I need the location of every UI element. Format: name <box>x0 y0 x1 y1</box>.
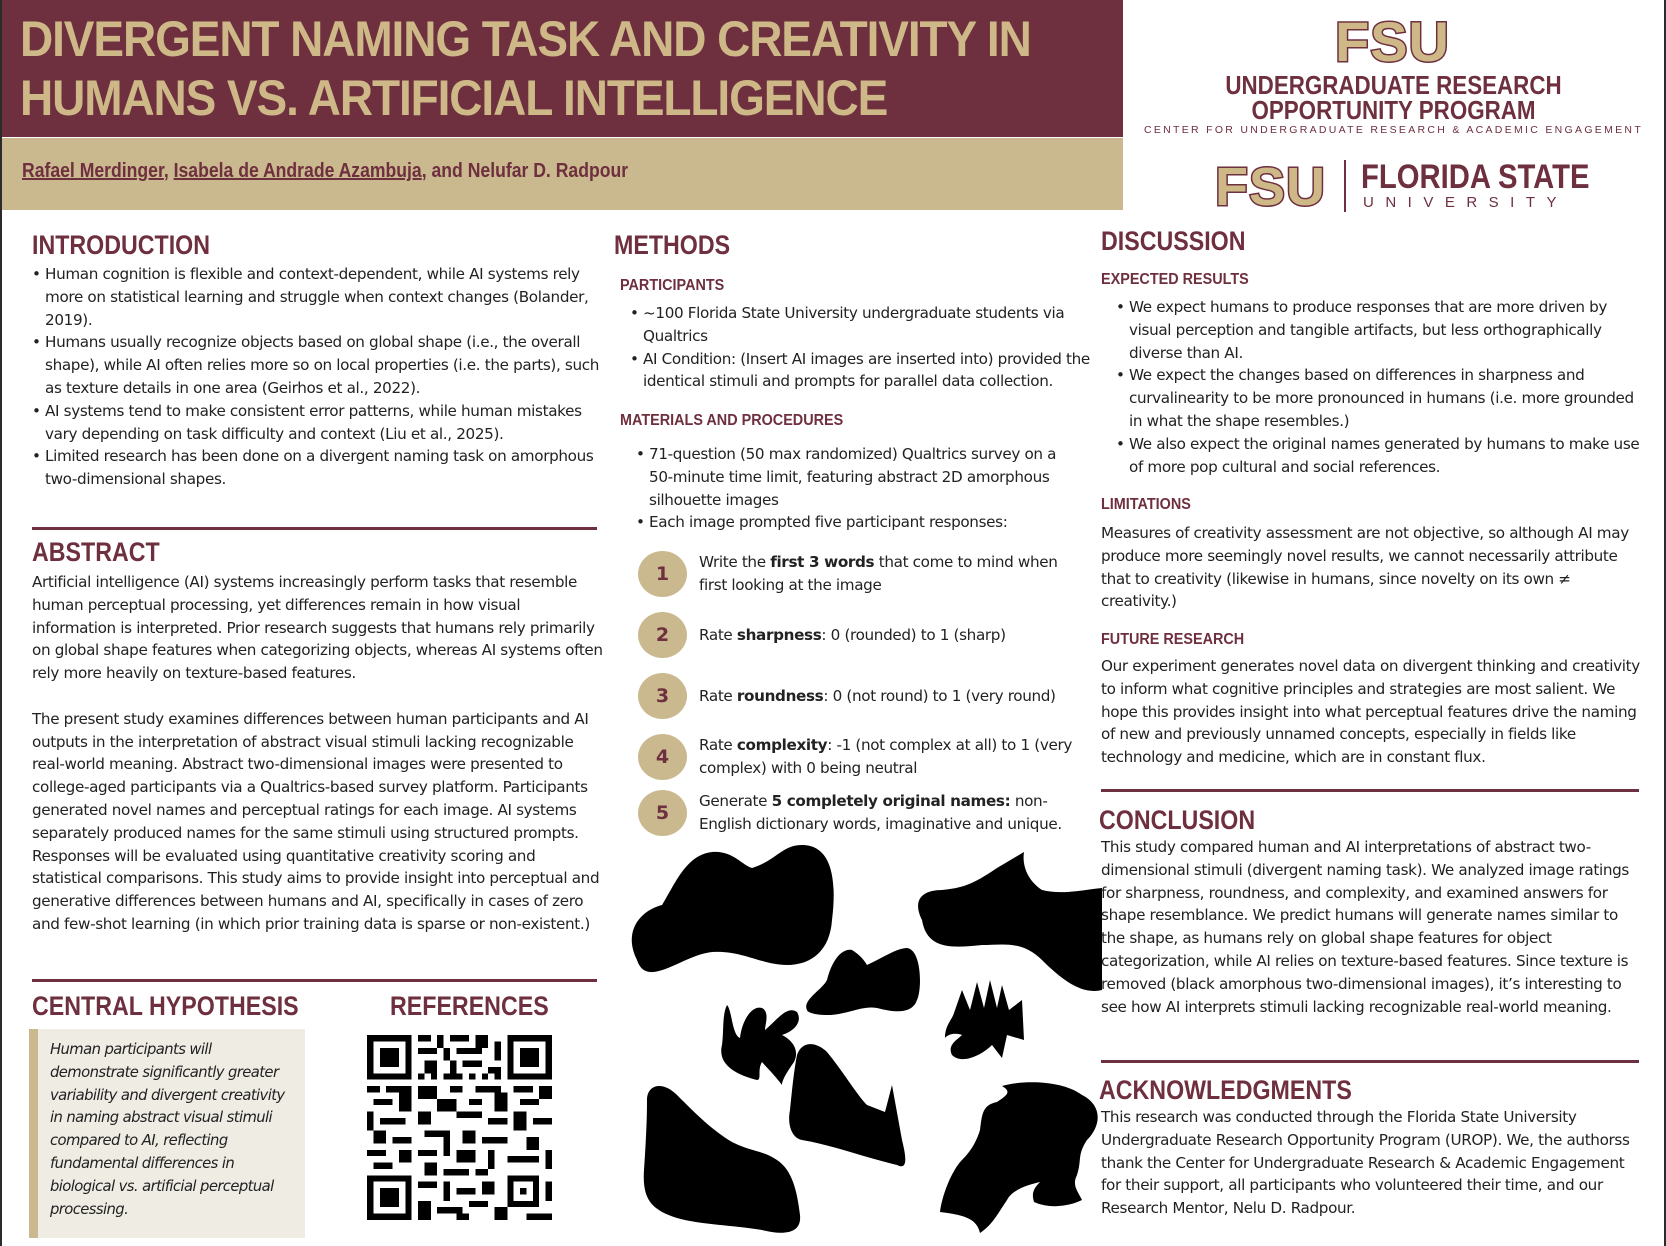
response-step <box>638 790 1068 838</box>
qr-code-icon[interactable] <box>366 1035 553 1220</box>
conclusion-text: This study compared human and AI interpretations of abstract two-dimensional stimuli (divergent naming task). We analyzed image ratings for sharpness, roundness, and complexity, and examined answers for shape resemblance. We predict humans will generate names similar to the shape, as humans rely on global shape features for object categorization, while AI relies on texture-based features. Since texture is removed (black amorphous two-dimensional images), it’s interesting to see how AI interprets stimuli lacking recognizable real-world meaning. <box>1101 838 1629 1016</box>
step-text-bold: 5 completely original names: <box>771 792 1011 810</box>
step-text-post: that come to mind when first looking at the image <box>699 553 1058 594</box>
center-name: CENTER FOR UNDERGRADUATE RESEARCH & ACADEMIC ENGAGEMENT <box>1143 124 1644 136</box>
hypothesis-heading: CENTRAL HYPOTHESIS <box>32 991 299 1021</box>
list-item: • We also expect the original names generated by humans to make use of more pop cultural and social references. <box>1116 433 1646 479</box>
list-item: • We expect the changes based on differences in sharpness and curvalinearity to be more pronounced in humans (i.e. more grounded in what the shape resembles.) <box>1116 364 1646 432</box>
abstract-heading: ABSTRACT <box>32 537 160 567</box>
expected-results-heading: EXPECTED RESULTS <box>1101 271 1249 288</box>
list-item: • 71-question (50 max randomized) Qualtrics survey on a 50-minute time limit, featuring abstract 2D amorphous silhouette images <box>636 443 1076 511</box>
abstract-paragraph: The present study examines differences between human participants and AI outputs in the interpretation of abstract visual stimuli lacking recognizable real-world meaning. Abstract two-dimensional images were presented to college-aged participants via a Qualtrics-based survey platform. Participants generated novel names and perceptual ratings for each image. AI systems separately produced names for the same stimuli using structured prompts. Responses will be evaluated using quantitative creativity scoring and statistical comparisons. This study aims to provide insight into perceptual and generative differences between humans and AI, specifically in cases of zero and few-shot learning (in which prior training data is sparse or non-existent.) <box>32 709 600 933</box>
list-item: • Humans usually recognize objects based on global shape (i.e., the overall shape), while AI often relies more so on local properties (i.e. the parts), such as texture details in one area (Geirhos et al., 2022). <box>32 331 602 399</box>
author-link[interactable]: Rafael Merdinger <box>22 160 164 182</box>
list-item: • Human cognition is flexible and context-dependent, while AI systems rely more on statistical learning and struggle when context changes (Bolander, 2019). <box>32 263 602 331</box>
step-text-bold: complexity <box>736 736 828 754</box>
list-item: • We expect humans to produce responses that are more driven by visual perception and tangible artifacts, but less orthographically diverse than AI. <box>1116 296 1646 364</box>
author-link[interactable]: Isabela de Andrade Azambuja <box>173 160 422 182</box>
florida-state-wordmark: FLORIDA STATE <box>1361 158 1590 196</box>
hypothesis-text: Human participants will demonstrate significantly greater variability and divergent creativity in naming abstract visual stimuli compared to AI, reflecting fundamental differences in biological vs. artificial perceptual processing. <box>50 1041 285 1218</box>
methods-heading: METHODS <box>614 230 731 260</box>
list-item: • ~100 Florida State University undergraduate students via Qualtrics <box>630 302 1110 348</box>
stimuli-silhouettes-image <box>602 840 1102 1240</box>
step-text-post: non-English dictionary words, imaginative and unique. <box>699 792 1062 833</box>
section-divider <box>32 979 597 982</box>
author-list <box>22 160 628 183</box>
response-step <box>638 734 1072 782</box>
references-heading: REFERENCES <box>390 991 549 1021</box>
acknowledgments-text: This research was conducted through the Florida State University Undergraduate Research Opportunity Program (UROP). We, the authorss thank the Center for Undergraduate Research & Academic Engagement for their support, all participants who volunteered their time, and our Research Mentor, Nelu D. Radpour. <box>1101 1108 1630 1218</box>
step-text <box>699 551 1079 597</box>
list-item: • AI systems tend to make consistent error patterns, while human mistakes vary depending on task difficulty and context (Liu et al., 2025). <box>32 400 602 446</box>
step-text-pre: Rate <box>699 687 737 705</box>
abstract-paragraph: Artificial intelligence (AI) systems increasingly perform tasks that resemble human perceptual processing, yet differences remain in how visual information is interpreted. Prior research suggests that humans rely primarily on global shape features when categorizing objects, whereas AI systems often rely more heavily on texture-based features. <box>32 573 603 683</box>
step-text-pre: Generate <box>699 792 772 810</box>
urop-title-line-1: UNDERGRADUATE RESEARCH <box>1225 70 1562 100</box>
response-step <box>638 673 1068 721</box>
expected-results-list <box>1116 296 1646 478</box>
participants-list <box>630 302 1110 393</box>
step-text-pre: Write the <box>699 553 771 571</box>
step-text-bold: first 3 words <box>770 553 875 571</box>
step-number-badge: 4 <box>638 734 687 780</box>
poster <box>2 0 1664 1246</box>
author-separator: , <box>163 160 174 182</box>
fsu-logo-icon: FSU <box>1215 157 1326 217</box>
title-band <box>2 0 1123 137</box>
abstract-body <box>32 571 607 936</box>
step-number-badge: 2 <box>638 612 687 658</box>
step-text <box>699 624 1079 647</box>
logo-divider <box>1344 160 1346 212</box>
logo-area <box>1123 0 1664 217</box>
hypothesis-callout <box>29 1029 305 1238</box>
step-text-pre: Rate <box>699 736 737 754</box>
introduction-list <box>32 263 602 491</box>
step-number-badge: 5 <box>638 790 687 836</box>
poster-title <box>20 10 1032 128</box>
acknowledgments-heading: ACKNOWLEDGMENTS <box>1099 1075 1352 1105</box>
limitations-text: Measures of creativity assessment are not objective, so although AI may produce more seemingly novel results, we cannot necessarily attribute that to creativity (likewise in humans, since novelty on its own ≠ creativity.) <box>1101 524 1629 611</box>
author-name: Nelufar D. Radpour <box>467 160 629 182</box>
list-item: • Limited research has been done on a divergent naming task on amorphous two-dimensional shapes. <box>32 445 602 491</box>
discussion-heading: DISCUSSION <box>1101 226 1246 256</box>
step-text-post: : -1 (not complex at all) to 1 (very complex) with 0 being neutral <box>699 736 1072 777</box>
step-text-post: : 0 (rounded) to 1 (sharp) <box>821 626 1006 644</box>
section-divider <box>1101 789 1639 792</box>
title-line-2: HUMANS VS. ARTIFICIAL INTELLIGENCE <box>20 70 888 126</box>
list-item: • Each image prompted five participant responses: <box>636 511 1076 534</box>
list-item: • AI Condition: (Insert AI images are inserted into) provided the identical stimuli and prompts for parallel data collection. <box>630 348 1110 394</box>
step-text-pre: Rate <box>699 626 737 644</box>
title-line-1: DIVERGENT NAMING TASK AND CREATIVITY IN <box>20 11 1031 67</box>
step-text <box>699 790 1079 836</box>
participants-heading: PARTICIPANTS <box>620 277 725 294</box>
materials-heading: MATERIALS AND PROCEDURES <box>620 412 844 429</box>
university-wordmark: UNIVERSITY <box>1363 194 1569 211</box>
section-divider <box>1101 1060 1639 1063</box>
step-text <box>699 685 1079 708</box>
step-text-post: : 0 (not round) to 1 (very round) <box>823 687 1056 705</box>
step-text <box>699 734 1079 780</box>
section-divider <box>32 527 597 530</box>
materials-list <box>636 443 1076 534</box>
step-number-badge: 1 <box>638 551 687 597</box>
author-band <box>2 138 1123 210</box>
future-research-text: Our experiment generates novel data on divergent thinking and creativity to inform what cognitive principles and strategies are most salient. We hope this provides insight into what perceptual features drive the naming of new and previously unnamed concepts, especially in fields like technology and medicine, which are in constant flux. <box>1101 657 1640 767</box>
author-separator: , and <box>421 160 468 182</box>
conclusion-heading: CONCLUSION <box>1099 805 1256 835</box>
limitations-heading: LIMITATIONS <box>1101 496 1191 513</box>
urop-title-line-2: OPPORTUNITY PROGRAM <box>1251 95 1536 125</box>
step-number-badge: 3 <box>638 673 687 719</box>
future-research-heading: FUTURE RESEARCH <box>1101 631 1245 648</box>
fsu-logo-icon: FSU <box>1335 10 1450 73</box>
step-text-bold: sharpness <box>736 626 822 644</box>
step-text-bold: roundness <box>736 687 824 705</box>
response-step <box>638 551 1068 599</box>
response-step <box>638 612 1068 660</box>
introduction-heading: INTRODUCTION <box>32 230 211 260</box>
